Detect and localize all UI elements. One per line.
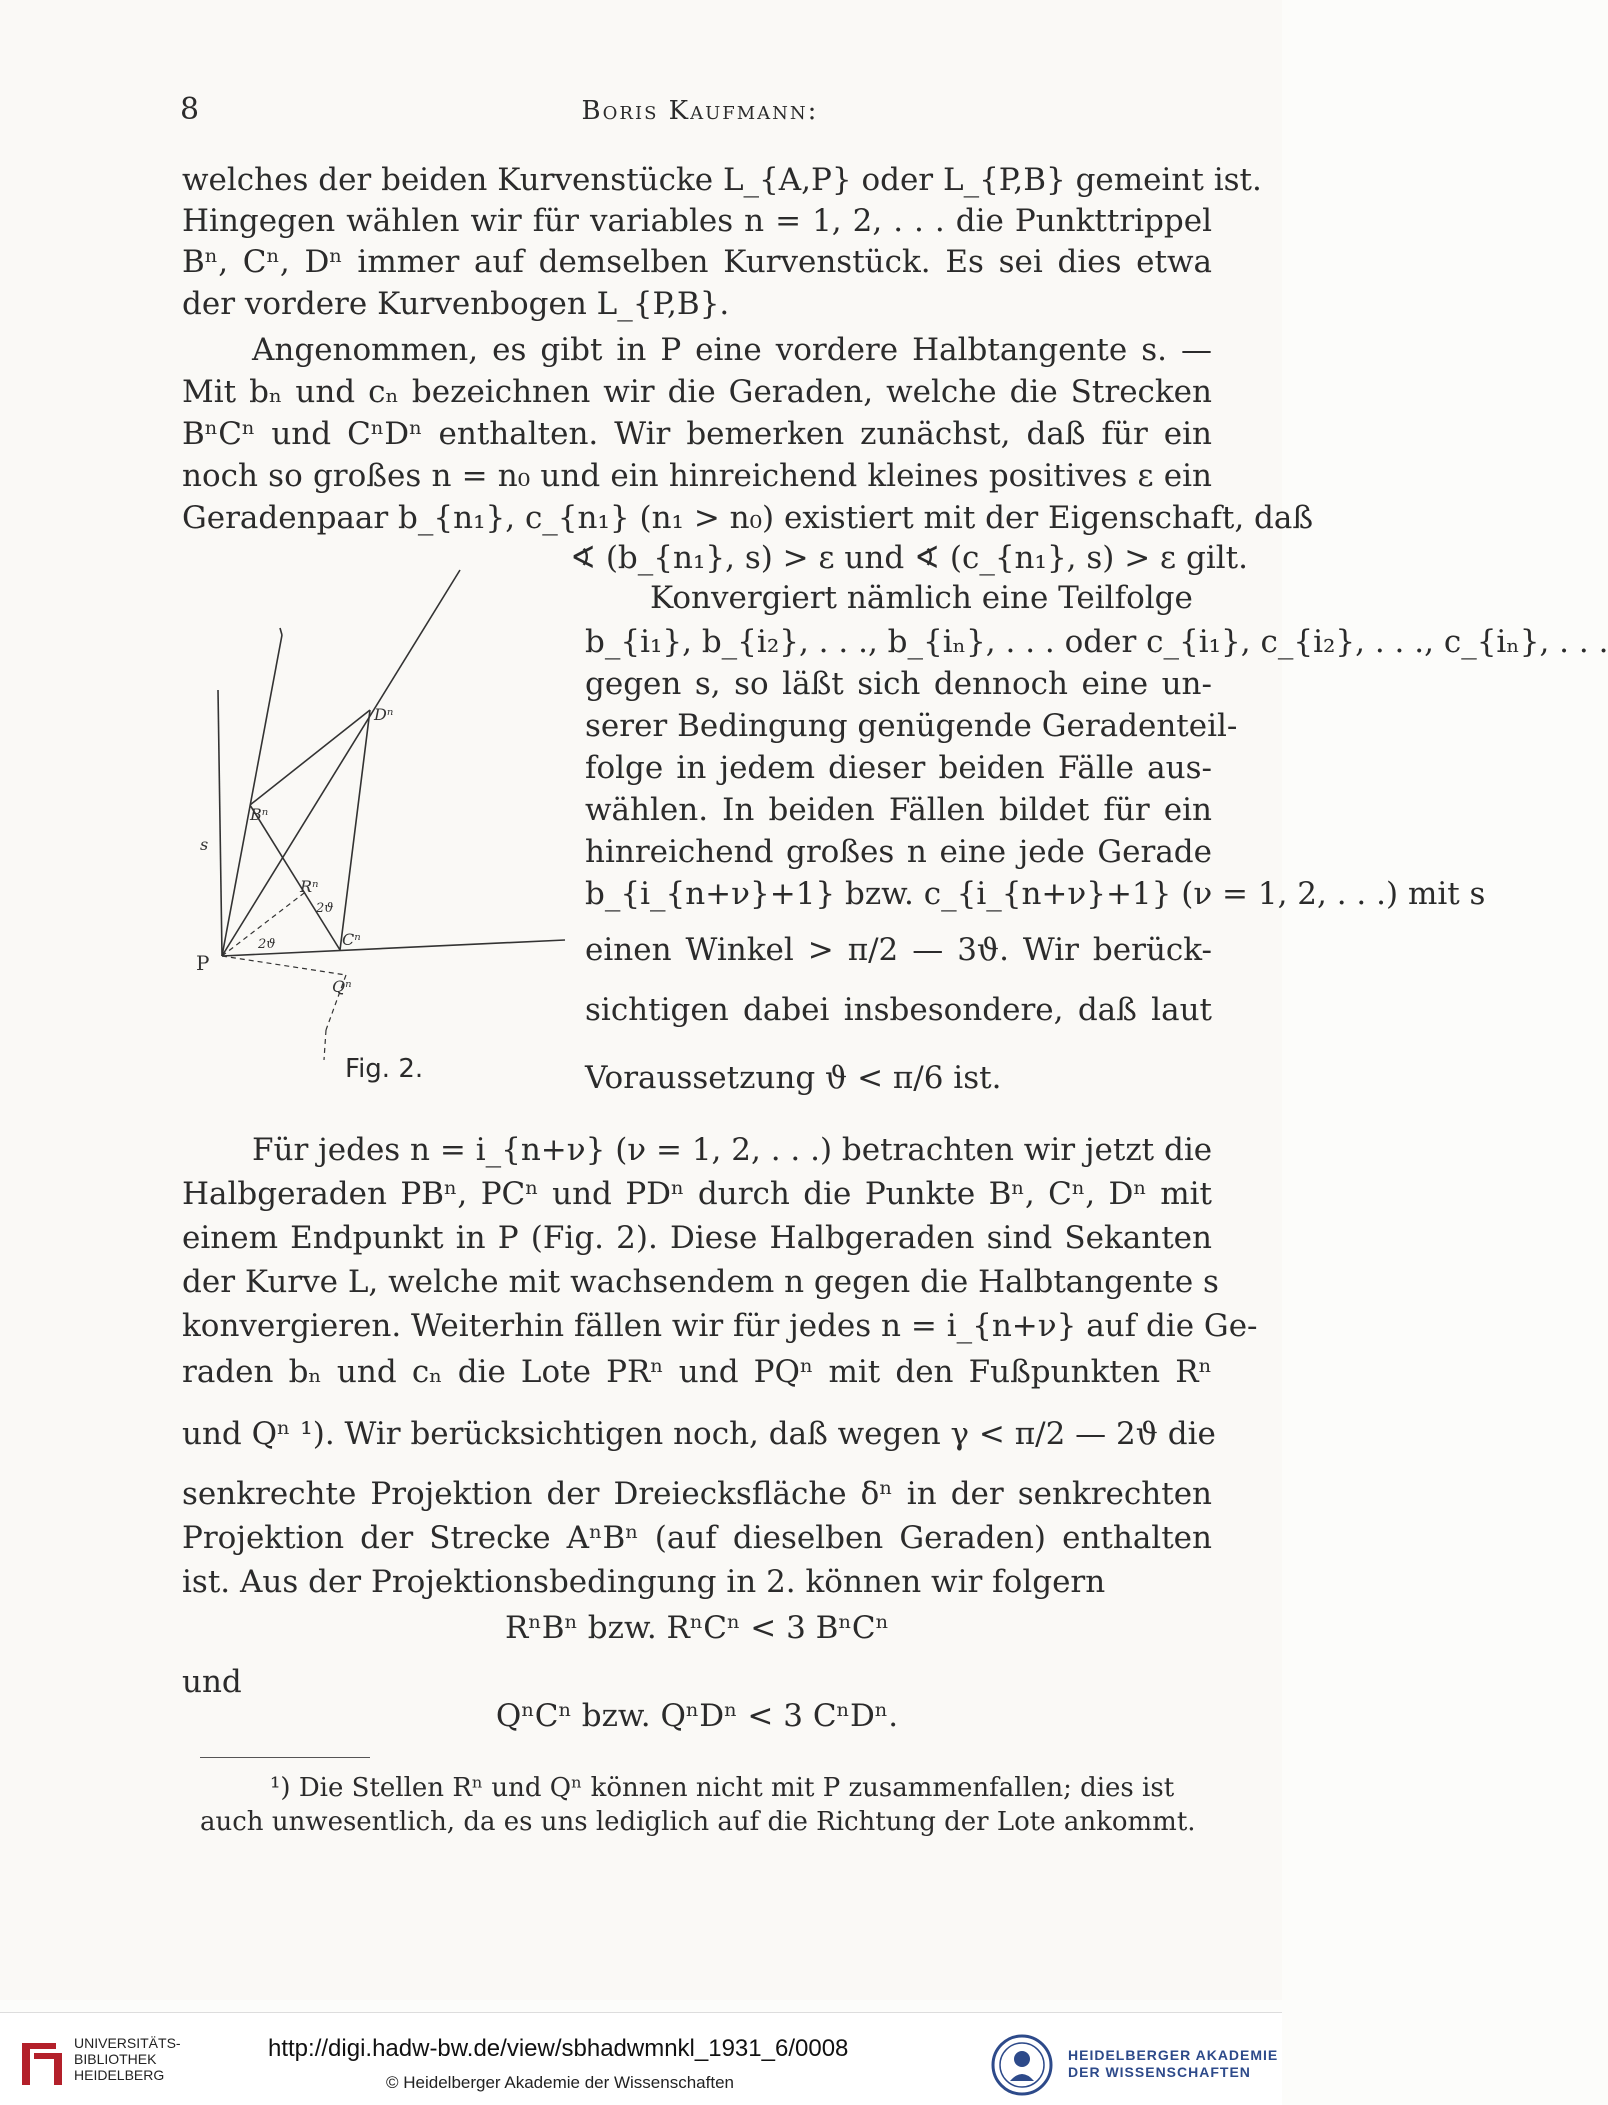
page-number: 8 bbox=[180, 92, 200, 127]
body-line: Hingegen wählen wir für variables n = 1, 2, . . . die Punkttrippel bbox=[182, 203, 1212, 239]
body-line: Konvergiert nämlich eine Teilfolge bbox=[650, 580, 1193, 616]
body-line: und Qⁿ ¹). Wir berücksichtigen noch, daß wegen γ < π/2 — 2ϑ die bbox=[182, 1416, 1216, 1452]
body-line: einem Endpunkt in P (Fig. 2). Diese Halbgeraden sind Sekanten bbox=[182, 1220, 1212, 1256]
body-line: b_{i_{n+ν}+1} bzw. c_{i_{n+ν}+1} (ν = 1, 2, . . .) mit s bbox=[585, 876, 1486, 912]
body-line: Für jedes n = i_{n+ν} (ν = 1, 2, . . .) betrachten wir jetzt die bbox=[252, 1132, 1213, 1168]
body-line: noch so großes n = n₀ und ein hinreichend kleines positives ε ein bbox=[182, 458, 1212, 494]
academy-name: HEIDELBERGER AKADEMIE DER WISSENSCHAFTEN bbox=[1068, 2047, 1279, 2080]
body-line: Bⁿ, Cⁿ, Dⁿ immer auf demselben Kurvenstück. Es sei dies etwa bbox=[182, 244, 1212, 280]
figure-label-d: Dⁿ bbox=[374, 705, 394, 724]
body-line: Halbgeraden PBⁿ, PCⁿ und PDⁿ durch die Punkte Bⁿ, Cⁿ, Dⁿ mit bbox=[182, 1176, 1212, 1212]
footnote-divider bbox=[200, 1757, 370, 1758]
body-line: wählen. In beiden Fällen bildet für ein bbox=[585, 792, 1212, 828]
body-line: Voraussetzung ϑ < π/6 ist. bbox=[585, 1060, 1002, 1096]
body-line: welches der beiden Kurvenstücke L_{A,P} oder L_{P,B} gemeint ist. bbox=[182, 162, 1262, 198]
figure-caption: Fig. 2. bbox=[345, 1054, 424, 1084]
body-line: der vordere Kurvenbogen L_{P,B}. bbox=[182, 286, 730, 322]
body-line: hinreichend großes n eine jede Gerade bbox=[585, 834, 1212, 870]
body-line: BⁿCⁿ und CⁿDⁿ enthalten. Wir bemerken zunächst, daß für ein bbox=[182, 416, 1212, 452]
body-line: Mit bₙ und cₙ bezeichnen wir die Geraden, welche die Strecken bbox=[182, 374, 1212, 410]
footnote-line: ¹) Die Stellen Rⁿ und Qⁿ können nicht mit P zusammenfallen; dies ist bbox=[270, 1773, 1175, 1803]
figure-label-angle: 2ϑ bbox=[258, 937, 276, 952]
figure-label-r: Rⁿ bbox=[300, 877, 319, 896]
body-line: gegen s, so läßt sich dennoch eine un- bbox=[585, 666, 1212, 702]
figure-2 bbox=[190, 560, 570, 1100]
source-url-link[interactable]: http://digi.hadw-bw.de/view/sbhadwmnkl_1931_6/0008 bbox=[268, 2035, 849, 2062]
body-line: serer Bedingung genügende Geradenteil- bbox=[585, 708, 1238, 744]
running-title: Boris Kaufmann: bbox=[581, 96, 819, 126]
copyright-text: © Heidelberger Akademie der Wissenschaften bbox=[386, 2073, 734, 2092]
university-library-logo-icon bbox=[16, 2037, 66, 2091]
footer bbox=[0, 2012, 1282, 2105]
formula-2: QⁿCⁿ bzw. QⁿDⁿ < 3 CⁿDⁿ. bbox=[495, 1698, 899, 1734]
body-line: konvergieren. Weiterhin fällen wir für jedes n = i_{n+ν} auf die Ge- bbox=[182, 1308, 1258, 1344]
body-line: Geradenpaar b_{n₁}, c_{n₁} (n₁ > n₀) existiert mit der Eigenschaft, daß bbox=[182, 500, 1314, 536]
body-line: einen Winkel > π/2 — 3ϑ. Wir berück- bbox=[585, 932, 1212, 968]
line-s bbox=[218, 690, 222, 956]
body-line: der Kurve L, welche mit wachsendem n gegen die Halbtangente s bbox=[182, 1264, 1219, 1300]
figure-label-q: Qⁿ bbox=[332, 977, 352, 996]
formula-1: RⁿBⁿ bzw. RⁿCⁿ < 3 BⁿCⁿ bbox=[504, 1610, 889, 1646]
perpendicular-pq bbox=[222, 956, 346, 975]
body-line: sichtigen dabei insbesondere, daß laut bbox=[585, 992, 1212, 1028]
figure-label-s: s bbox=[200, 835, 209, 854]
figure-label-angle: 2ϑ bbox=[316, 901, 334, 916]
figure-label-p: P bbox=[196, 951, 210, 975]
library-name: UNIVERSITÄTS- BIBLIOTHEK HEIDELBERG bbox=[74, 2035, 181, 2083]
body-line: Projektion der Strecke AⁿBⁿ (auf dieselben Geraden) enthalten bbox=[182, 1520, 1212, 1556]
body-line: Angenommen, es gibt in P eine vordere Halbtangente s. — bbox=[252, 332, 1212, 368]
footnote-line: auch unwesentlich, da es uns lediglich auf die Richtung der Lote ankommt. bbox=[200, 1807, 1196, 1837]
figure-label-b: Bⁿ bbox=[250, 805, 269, 824]
body-line: raden bₙ und cₙ die Lote PRⁿ und PQⁿ mit den Fußpunkten Rⁿ bbox=[182, 1354, 1212, 1390]
body-line: b_{i₁}, b_{i₂}, . . ., b_{iₙ}, . . . oder c_{i₁}, c_{i₂}, . . ., c_{iₙ}, . . . bbox=[585, 624, 1608, 660]
segment-bc bbox=[250, 805, 340, 950]
body-line: und bbox=[182, 1664, 242, 1700]
page-header bbox=[180, 92, 1220, 132]
segment-cd bbox=[340, 710, 370, 950]
academy-seal-icon bbox=[990, 2033, 1054, 2097]
body-line: senkrechte Projektion der Dreiecksfläche δⁿ in der senkrechten bbox=[182, 1476, 1212, 1512]
figure-label-c: Cⁿ bbox=[342, 930, 361, 949]
body-line: ∢ (b_{n₁}, s) > ε und ∢ (c_{n₁}, s) > ε gilt. bbox=[570, 540, 1248, 576]
body-line: ist. Aus der Projektionsbedingung in 2. können wir folgern bbox=[182, 1564, 1106, 1600]
body-line: folge in jedem dieser beiden Fälle aus- bbox=[585, 750, 1212, 786]
